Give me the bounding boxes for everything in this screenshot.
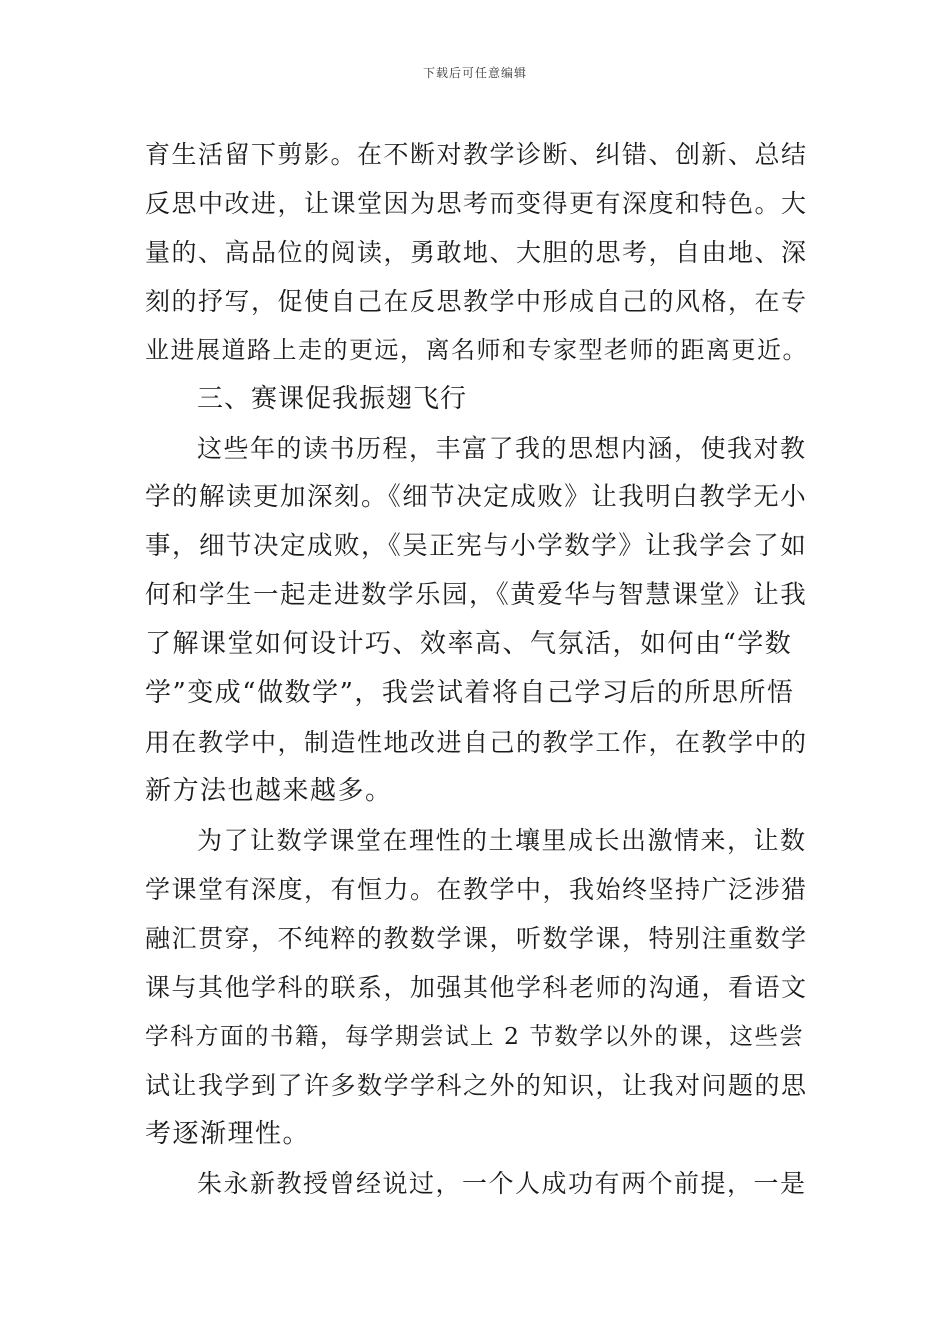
paragraph-first-line: 朱永新教授曾经说过，一个人成功有两个前提，一是: [197, 1169, 807, 1198]
text-line: 育生活留下剪影。在不断对教学诊断、纠错、创新、总结: [145, 140, 808, 169]
text-line: 用在教学中，制造性地改进自己的教学工作，在教学中的: [145, 728, 808, 757]
text-line: 融汇贯穿，不纯粹的教数学课，听数学课，特别注重数学: [145, 924, 808, 953]
paragraph-first-line: 这些年的读书历程，丰富了我的思想内涵，使我对教: [197, 434, 807, 463]
text-line: 了解课堂如何设计巧、效率高、气氛活，如何由“学数: [145, 629, 793, 659]
text-line: 反思中改进，让课堂因为思考而变得更有深度和特色。大: [145, 189, 808, 218]
section-heading: 三、赛课促我振翅飞行: [197, 384, 468, 414]
text-line: 刻的抒写，促使自己在反思教学中形成自己的风格，在专: [145, 287, 808, 316]
text-line: 新方法也越来越多。: [145, 776, 393, 806]
text-line: 事，细节决定成败，《吴正宪与小学数学》让我学会了如: [145, 531, 808, 561]
text-line: 业进展道路上走的更远，离名师和专家型老师的距离更近。: [145, 336, 808, 364]
text-line: 学”变成“做数学”，我尝试着将自己学习后的所思所悟: [145, 678, 795, 708]
text-line: 学课堂有深度，有恒力。在教学中，我始终坚持广泛涉猎: [145, 875, 808, 904]
text-line: 学科方面的书籍，每学期尝试上 2 节数学以外的课，这些尝: [145, 1022, 805, 1050]
text-line: 量的、高品位的阅读，勇敢地、大胆的思考，自由地、深: [145, 238, 808, 267]
text-line: 何和学生一起走进数学乐园，《黄爱华与智慧课堂》让我: [145, 580, 808, 610]
text-line: 学的解读更加深刻。《细节决定成败》让我明白教学无小: [145, 482, 808, 512]
text-line: 试让我学到了许多数学学科之外的知识，让我对问题的思: [145, 1071, 808, 1100]
paragraph-first-line: 为了让数学课堂在理性的土壤里成长出激情来，让数: [197, 826, 807, 855]
text-line: 考逐渐理性。: [145, 1119, 311, 1149]
text-line: 课与其他学科的联系，加强其他学科老师的沟通，看语文: [145, 973, 808, 1002]
page-header: 下载后可任意编辑: [422, 66, 527, 80]
document-body: [145, 130, 810, 1208]
